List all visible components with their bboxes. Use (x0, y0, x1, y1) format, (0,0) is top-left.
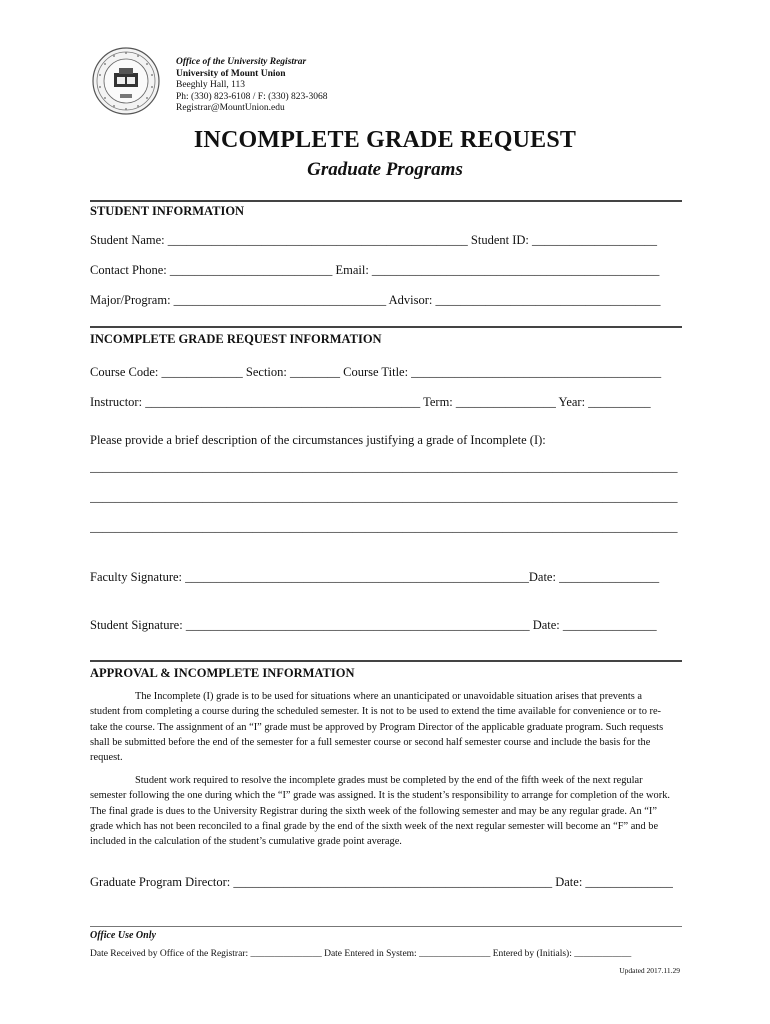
student-name-id-field[interactable]: Student Name: ________________________________________________ Student ID: ____________________ (90, 233, 657, 247)
policy-paragraph-2 (90, 773, 672, 849)
approval-heading: APPROVAL & INCOMPLETE INFORMATION (90, 666, 355, 680)
student-info-heading: STUDENT INFORMATION (90, 204, 245, 218)
section-divider (90, 660, 682, 662)
form-title: INCOMPLETE GRADE REQUEST (193, 127, 577, 153)
registrar-contact-block (176, 57, 327, 115)
major-advisor-field[interactable]: Major/Program: __________________________________ Advisor: ____________________________________ (90, 293, 661, 307)
faculty-signature-field[interactable]: Faculty Signature: _______________________________________________________Date: ________________ (90, 570, 660, 584)
policy-paragraph-2-text: Student work required to resolve the incomplete grades must be completed by the end of the fifth week of the next regular semester following the one during which the “I” grade was assigned. It is the student’s responsibility to arrange for completion of the work. The final grade is dues to the University Registrar during the sixth week of the following semester and may be any regular grade. An “I” grade which has not been reconciled to a final grade by the end of the sixth week of the next regular semester will become an “F” and be included in the calculation of the student’s cumulative grade point average. (90, 775, 670, 848)
form-subtitle: Graduate Programs (307, 159, 463, 180)
policy-paragraph-1 (90, 689, 672, 765)
justification-prompt: Please provide a brief description of the circumstances justifying a grade of Incomplete (I): (90, 433, 546, 447)
updated-date: Updated 2017.11.29 (619, 966, 680, 975)
section-divider (90, 326, 682, 328)
course-section-title-field[interactable]: Course Code: _____________ Section: ________ Course Title: ________________________________________ (90, 365, 662, 379)
justification-line[interactable]: ______________________________________________________________________________________________ (90, 520, 678, 534)
student-signature-field[interactable]: Student Signature: _______________________________________________________ Date: _______________ (90, 618, 657, 632)
building-address: Beeghly Hall, 113 (176, 80, 246, 90)
justification-line[interactable]: ______________________________________________________________________________________________ (90, 460, 678, 474)
instructor-term-year-field[interactable]: Instructor: ____________________________________________ Term: ________________ Year: __________ (90, 395, 651, 409)
section-divider (90, 200, 682, 202)
request-info-heading: INCOMPLETE GRADE REQUEST INFORMATION (90, 332, 382, 346)
section-divider (90, 926, 682, 927)
policy-paragraph-1-text: The Incomplete (I) grade is to be used for situations where an unanticipated or unavoidable situation arises that prevents a student from completing a course during the scheduled semester. It is not to be used to extend the time available for convenience or to re-take the course. The assignment of an “I” grade must be approved by Program Director of the applicable graduate program. Such requests shall be submitted before the end of the semester for a full semester course or second half semester course and include the basis for the request. (90, 691, 664, 764)
phone-fax: Ph: (330) 823-6108 / F: (330) 823-3068 (176, 91, 328, 102)
contact-phone-email-field[interactable]: Contact Phone: __________________________ Email: ______________________________________________ (90, 263, 660, 277)
university-seal-logo (92, 47, 160, 115)
office-name: Office of the University Registrar (176, 57, 307, 67)
registrar-email: Registrar@MountUnion.edu (176, 103, 285, 113)
office-use-fields[interactable]: Date Received by Office of the Registrar: _______________ Date Entered in System: _______________ Entered by (Initials): ____________ (90, 949, 632, 959)
justification-line[interactable]: ______________________________________________________________________________________________ (90, 490, 678, 504)
university-name: University of Mount Union (176, 68, 286, 79)
office-use-heading: Office Use Only (90, 930, 156, 941)
director-signature-field[interactable]: Graduate Program Director: ___________________________________________________ Date: ______________ (90, 875, 673, 889)
